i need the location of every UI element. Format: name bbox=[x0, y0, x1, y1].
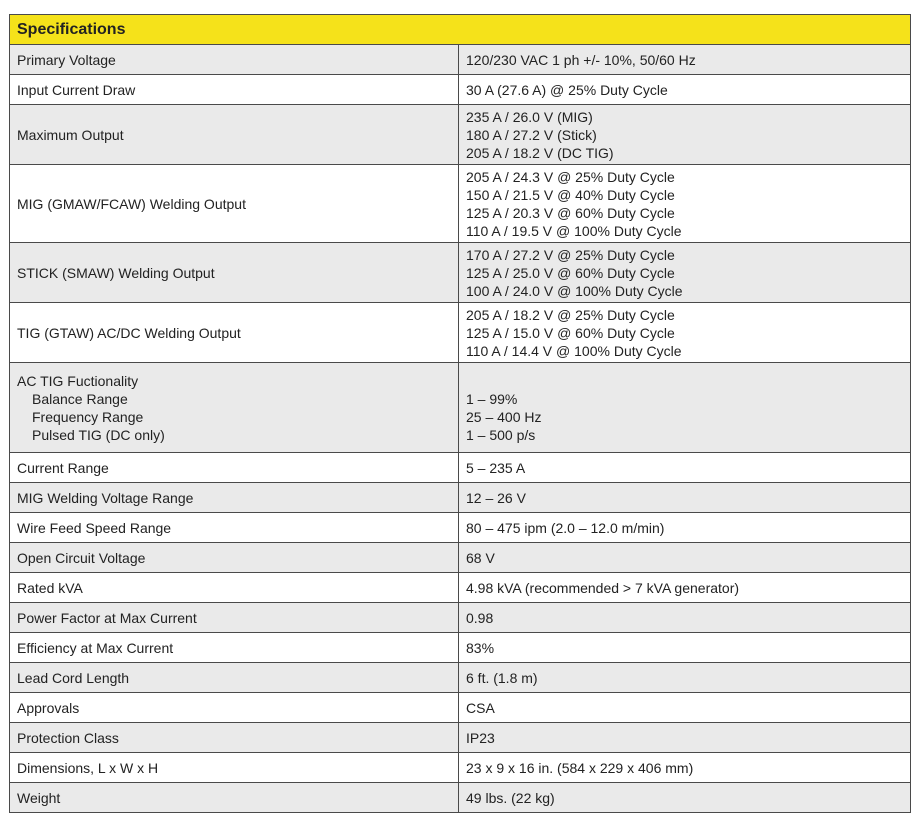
table-row bbox=[10, 45, 911, 75]
table-row bbox=[10, 165, 911, 243]
spec-value-cell bbox=[459, 513, 911, 543]
spec-label: Protection Class bbox=[17, 729, 119, 746]
spec-value-cell bbox=[459, 633, 911, 663]
spec-value: 110 A / 19.5 V @ 100% Duty Cycle bbox=[466, 222, 682, 239]
table-row bbox=[10, 753, 911, 783]
spec-value-cell bbox=[459, 783, 911, 813]
table-title: Specifications bbox=[10, 15, 911, 45]
spec-value-cell bbox=[459, 753, 911, 783]
spec-label: Efficiency at Max Current bbox=[17, 639, 174, 656]
spec-label-cell bbox=[10, 573, 459, 603]
spec-value: 120/230 VAC 1 ph +/- 10%, 50/60 Hz bbox=[466, 51, 696, 68]
spec-value: 80 – 475 ipm (2.0 – 12.0 m/min) bbox=[466, 519, 665, 536]
spec-label-cell bbox=[10, 363, 459, 453]
spec-label: AC TIG Fuctionality bbox=[17, 372, 139, 389]
spec-value: 1 – 99% bbox=[466, 390, 518, 407]
spec-label: Approvals bbox=[17, 699, 80, 716]
spec-value: 6 ft. (1.8 m) bbox=[466, 669, 538, 686]
spec-value: 125 A / 20.3 V @ 60% Duty Cycle bbox=[466, 204, 675, 221]
spec-value-cell bbox=[459, 75, 911, 105]
table-row bbox=[10, 693, 911, 723]
spec-value-cell bbox=[459, 105, 911, 165]
spec-label: Power Factor at Max Current bbox=[17, 609, 197, 626]
table-row bbox=[10, 663, 911, 693]
spec-value: 25 – 400 Hz bbox=[466, 408, 542, 425]
spec-value: 180 A / 27.2 V (Stick) bbox=[466, 126, 597, 143]
spec-value-cell bbox=[459, 303, 911, 363]
spec-label-cell bbox=[10, 543, 459, 573]
table-row bbox=[10, 603, 911, 633]
spec-value: 100 A / 24.0 V @ 100% Duty Cycle bbox=[466, 282, 683, 299]
spec-sublabel: Pulsed TIG (DC only) bbox=[32, 426, 165, 443]
spec-value: 125 A / 15.0 V @ 60% Duty Cycle bbox=[466, 324, 675, 341]
table-row bbox=[10, 513, 911, 543]
spec-label-cell bbox=[10, 243, 459, 303]
table-row bbox=[10, 723, 911, 753]
spec-label: Maximum Output bbox=[17, 126, 124, 143]
spec-value-cell bbox=[459, 663, 911, 693]
spec-value-cell bbox=[459, 603, 911, 633]
spec-label-cell bbox=[10, 783, 459, 813]
spec-label-cell bbox=[10, 633, 459, 663]
spec-label-cell bbox=[10, 75, 459, 105]
spec-label-cell bbox=[10, 105, 459, 165]
spec-label: Current Range bbox=[17, 459, 109, 476]
spec-label: Open Circuit Voltage bbox=[17, 549, 146, 566]
spec-label: Input Current Draw bbox=[17, 81, 136, 98]
spec-value: 150 A / 21.5 V @ 40% Duty Cycle bbox=[466, 186, 675, 203]
spec-label-cell bbox=[10, 165, 459, 243]
spec-label-cell bbox=[10, 303, 459, 363]
spec-value: 235 A / 26.0 V (MIG) bbox=[466, 108, 593, 125]
spec-value-cell bbox=[459, 453, 911, 483]
table-row bbox=[10, 573, 911, 603]
spec-value: CSA bbox=[466, 699, 495, 716]
table-row bbox=[10, 783, 911, 813]
spec-label-cell bbox=[10, 453, 459, 483]
spec-label: STICK (SMAW) Welding Output bbox=[17, 264, 215, 281]
spec-value-cell bbox=[459, 693, 911, 723]
spec-sublabel: Balance Range bbox=[32, 390, 128, 407]
table-body bbox=[10, 45, 911, 813]
spec-value: 4.98 kVA (recommended > 7 kVA generator) bbox=[466, 579, 740, 596]
spec-value-cell bbox=[459, 45, 911, 75]
table-row bbox=[10, 363, 911, 453]
spec-label: MIG (GMAW/FCAW) Welding Output bbox=[17, 195, 246, 212]
spec-value: IP23 bbox=[466, 729, 495, 746]
table-row bbox=[10, 105, 911, 165]
spec-value: 23 x 9 x 16 in. (584 x 229 x 406 mm) bbox=[466, 759, 694, 776]
spec-label-cell bbox=[10, 483, 459, 513]
spec-value: 12 – 26 V bbox=[466, 489, 526, 506]
spec-value: 1 – 500 p/s bbox=[466, 426, 536, 443]
spec-value: 110 A / 14.4 V @ 100% Duty Cycle bbox=[466, 342, 682, 359]
spec-label: TIG (GTAW) AC/DC Welding Output bbox=[17, 324, 241, 341]
spec-value: 83% bbox=[466, 639, 495, 656]
spec-label-cell bbox=[10, 693, 459, 723]
spec-value-cell bbox=[459, 243, 911, 303]
spec-value-cell bbox=[459, 165, 911, 243]
spec-value-cell bbox=[459, 543, 911, 573]
spec-label: Weight bbox=[17, 789, 61, 806]
spec-value: 30 A (27.6 A) @ 25% Duty Cycle bbox=[466, 81, 668, 98]
spec-label-cell bbox=[10, 45, 459, 75]
spec-label-cell bbox=[10, 663, 459, 693]
spec-value: 5 – 235 A bbox=[466, 459, 526, 476]
table-row bbox=[10, 483, 911, 513]
spec-label-cell bbox=[10, 723, 459, 753]
spec-label: MIG Welding Voltage Range bbox=[17, 489, 194, 506]
spec-sublabel: Frequency Range bbox=[32, 408, 144, 425]
table-row bbox=[10, 543, 911, 573]
spec-value-cell bbox=[459, 363, 911, 453]
specifications-table bbox=[9, 14, 911, 813]
table-row bbox=[10, 303, 911, 363]
spec-value-cell bbox=[459, 573, 911, 603]
spec-label: Dimensions, L x W x H bbox=[17, 759, 159, 776]
table-row bbox=[10, 75, 911, 105]
table-row bbox=[10, 453, 911, 483]
spec-label: Wire Feed Speed Range bbox=[17, 519, 172, 536]
spec-value: 170 A / 27.2 V @ 25% Duty Cycle bbox=[466, 246, 675, 263]
spec-value bbox=[466, 372, 903, 390]
table-row bbox=[10, 633, 911, 663]
spec-value: 49 lbs. (22 kg) bbox=[466, 789, 555, 806]
spec-label-cell bbox=[10, 513, 459, 543]
spec-label-cell bbox=[10, 603, 459, 633]
spec-value: 0.98 bbox=[466, 609, 494, 626]
spec-label: Rated kVA bbox=[17, 579, 83, 596]
spec-value-cell bbox=[459, 483, 911, 513]
spec-label-cell bbox=[10, 753, 459, 783]
spec-value: 205 A / 18.2 V @ 25% Duty Cycle bbox=[466, 306, 675, 323]
table-row bbox=[10, 243, 911, 303]
spec-value: 68 V bbox=[466, 549, 495, 566]
spec-value: 125 A / 25.0 V @ 60% Duty Cycle bbox=[466, 264, 675, 281]
spec-value-cell bbox=[459, 723, 911, 753]
table-header-row bbox=[10, 15, 911, 45]
spec-value: 205 A / 24.3 V @ 25% Duty Cycle bbox=[466, 168, 675, 185]
spec-value: 205 A / 18.2 V (DC TIG) bbox=[466, 144, 614, 161]
spec-label: Lead Cord Length bbox=[17, 669, 130, 686]
spec-label: Primary Voltage bbox=[17, 51, 116, 68]
